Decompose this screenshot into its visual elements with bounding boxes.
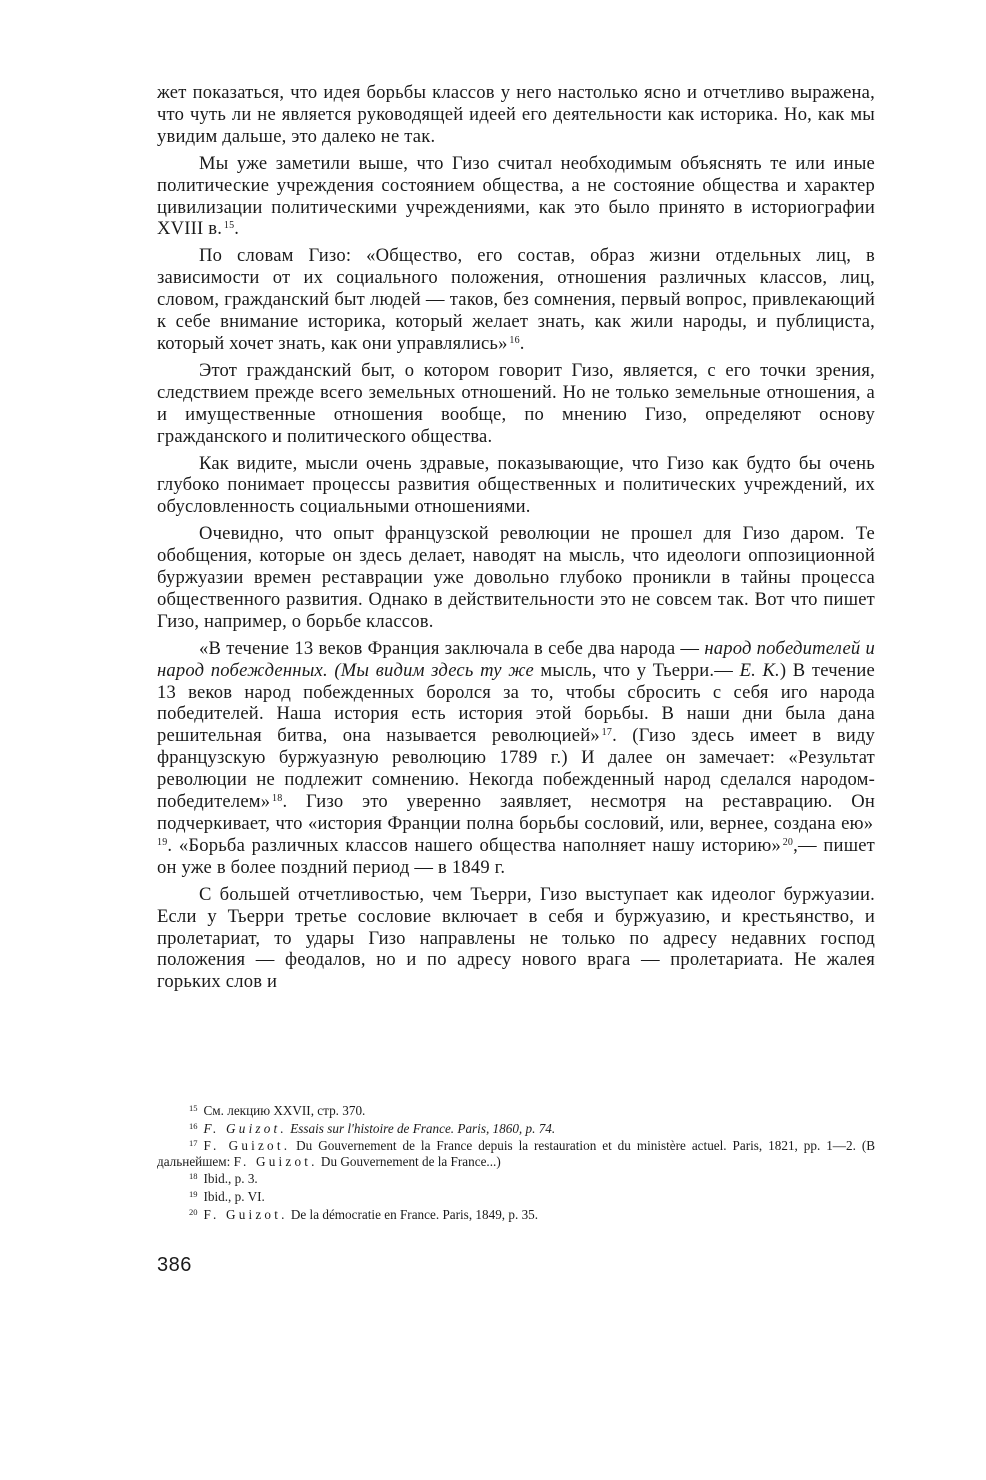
footnote-ref-20: 20	[782, 836, 794, 848]
footnote-ref-19: 19	[157, 836, 168, 848]
author-initials: Е. К.	[739, 659, 780, 681]
footnote-18: $^{18}$ Ibid., p. 3.	[189, 1171, 258, 1187]
footnote-19: $^{19}$ Ibid., p. VI.	[189, 1188, 265, 1204]
footnote-ref-15: 15	[223, 220, 235, 232]
footnote-15: $^{15}$ См. лекцию XXVII, стр. 370.	[189, 1103, 366, 1118]
footnote-16: $^{16}$ F. Guizot. Essais sur l'histoire de France. Paris, 1860, p. 74.	[189, 1120, 556, 1136]
footnotes	[157, 1101, 875, 1222]
paragraph-last: С большей отчетливостью, чем Тьерри, Гизо выступает как идеолог буржуазии. Если у Тьерри третье сословие включает в себя и буржуазию, и крестьянство, и пролетариат, то удары Гизо направлены не только по адресу недавних господ положения — феодалов, но и по адресу нового врага — пролетариата. Не жалея горьких слов и	[157, 883, 875, 993]
page-number: 386	[157, 1254, 192, 1276]
paragraph-2: Мы уже заметили выше, что Гизо считал необходимым объяснять те или иные политические учреждения состоянием общества, а не состояние общества и характер цивилизации политическими учреждениями, как это было принято в историографии XVIII в. $^{15}$.	[157, 152, 875, 240]
footnote-ref-18: 18	[272, 793, 283, 805]
footnote-20: $^{20}$ F. Guizot. De la démocratie en France. Paris, 1849, p. 35.	[189, 1206, 539, 1222]
paragraph-3: По словам Гизо: «Общество, его состав, образ жизни отдельных лиц, в зависимости от их социального положения, отношения различных классов, лиц, словом, гражданский быт людей — таков, без сомнения, первый вопрос, привлекающий к себе внимание историка, который желает знать, как жили народы, и публициста, который хочет знать, как они управлялись» $^{16}$.	[157, 245, 875, 354]
quote-paragraph: «В течение 13 веков Франция заключала в себе два народа — народ победителей и народ побежденных. (Мы видим здесь ту же мысль, что у Тьерри.— Е. К.) В течение 13 веков народ побежденных боролся за то, чтобы сбросить с себя иго народа победителей. Наша история есть история этой борьбы. В наши дни была дана решительная битва, она называется революцией» $^{17}$. (Гизо здесь имеет в виду французскую буржуазную революцию 1789 г.) И далее он замечает: «Результат революции не подлежит сомнению. Некогда побежденный народ сделался народом-победителем» $^{18}$. Гизо это уверенно заявляет, несмотря на реставрацию. Он подчеркивает, что «история Франции полна борьбы сословий, или, вернее, создана ею» $^{19}$. «Борьба различных классов нашего общества наполняет нашу историю» $^{20}$,— пишет он уже в более поздний период — в 1849 г.	[157, 637, 875, 878]
footnote-ref-16: 16	[509, 334, 520, 346]
italic-text: народ победителей и народ побежденных. (Мы видим здесь ту же	[157, 637, 875, 681]
paragraph-6: Очевидно, что опыт французской революции не прошел для Гизо даром. Те обобщения, которые он здесь делает, наводят на мысль, что идеологи оппозиционной буржуазии времен реставрации уже довольно глубоко проникли в тайны процесса общественного развития. Однако в действительности это не совсем так. Вот что пишет Гизо, например, о борьбе классов.	[157, 523, 875, 632]
footnote-ref-17: 17	[601, 727, 613, 739]
paragraph-5: Как видите, мысли очень здравые, показывающие, что Гизо как будто бы очень глубоко понимает процессы развития общественных и политических учреждений, их обусловленность социальными отношениями.	[157, 452, 875, 518]
page-body	[157, 82, 875, 993]
paragraph-4: Этот гражданский быт, о котором говорит Гизо, является, с его точки зрения, следствием прежде всего земельных отношений. Но не только земельные отношения, а и имущественные отношения вообще, по мнению Гизо, определяют основу гражданского и политического общества.	[157, 359, 875, 447]
footnote-17: $^{17}$ F. Guizot. Du Gouvernement de la France depuis la restauration et du ministère actuel. Paris, 1821, pp. 1—2. (В дальнейшем: F. Guizot. Du Gouvernement de la France...)	[157, 1138, 876, 1169]
paragraph-1: жет показаться, что идея борьбы классов у него настолько ясно и отчетливо выражена, что чуть ли не является руководящей идеей его деятельности как историка. Но, как мы увидим дальше, это далеко не так.	[157, 82, 875, 147]
